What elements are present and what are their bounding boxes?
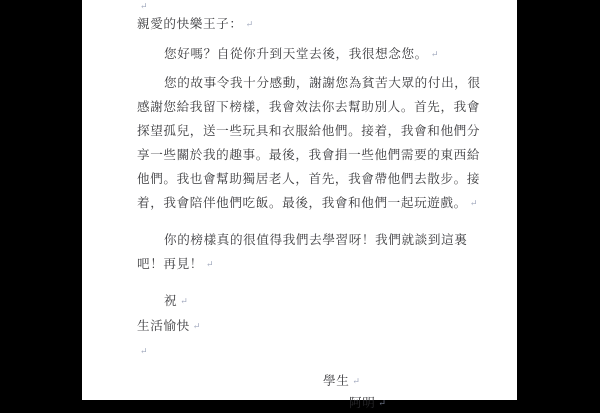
letter-line [137, 44, 504, 64]
pilcrow-icon: ↵ [245, 19, 254, 29]
line-text: 着，我會陪伴他們吃飯。最後，我會和他們一起玩遊戲。 [137, 196, 467, 210]
closing-wish-text [137, 316, 477, 336]
signature-block [137, 371, 477, 391]
letter-line [137, 193, 477, 213]
letter-line [137, 169, 481, 189]
line-text: 他們。我也會幫助獨居老人，首先，我會帶他們去散步。接 [137, 172, 481, 186]
pilcrow-icon: ↵ [180, 296, 188, 306]
pilcrow-icon: ↵ [352, 376, 360, 386]
closing-wish-label [137, 291, 504, 311]
pilcrow-icon: ↵ [140, 1, 148, 11]
line-text: 感謝您給我留下榜樣，我會效法你去幫助別人。首先，我會 [137, 100, 481, 114]
letter-line [137, 230, 504, 250]
line-text: 享一些關於我的趣事。最後，我會捐一些他們需要的東西給 [137, 148, 481, 162]
line-text: 探望孤兒，送一些玩具和衣服給他們。接着，我會和他們分 [137, 124, 481, 138]
pilcrow-icon: ↵ [192, 321, 201, 331]
document-page [82, 0, 517, 410]
letter-body [82, 0, 517, 410]
pilcrow-icon: ↵ [205, 259, 214, 269]
line-text: 您好嗎？自從你升到天堂去後，我很想念您。 [164, 47, 428, 61]
letter-line [137, 97, 481, 117]
pilcrow-icon: ↵ [378, 398, 386, 408]
formatting-mark-blank-line [137, 341, 477, 361]
pilcrow-icon: ↵ [140, 346, 148, 356]
letter-line [137, 145, 481, 165]
line-text: 你的榜樣真的很值得我們去學習呀！我們就談到這裏 [164, 233, 468, 247]
letter-line [137, 121, 481, 141]
salutation-text: 親愛的快樂王子： [137, 17, 243, 31]
letter-salutation [137, 14, 477, 34]
pilcrow-icon: ↵ [469, 198, 478, 208]
closing-wish-body: 生活愉快 [137, 319, 190, 333]
line-text: 吧！再見！ [137, 257, 203, 271]
signer-name-clipped [137, 393, 477, 410]
letterbox-left [0, 0, 82, 400]
pilcrow-icon: ↵ [430, 49, 439, 59]
line-text: 您的故事令我十分感動，謝謝您為貧苦大眾的付出，很 [164, 76, 481, 90]
signer-role: 學生 [323, 374, 350, 388]
closing-wish-label-text: 祝 [164, 294, 178, 308]
signer-name: 阿明 [349, 396, 376, 410]
letter-line [137, 73, 504, 93]
letterbox-right [517, 0, 600, 400]
letter-line [137, 254, 477, 274]
